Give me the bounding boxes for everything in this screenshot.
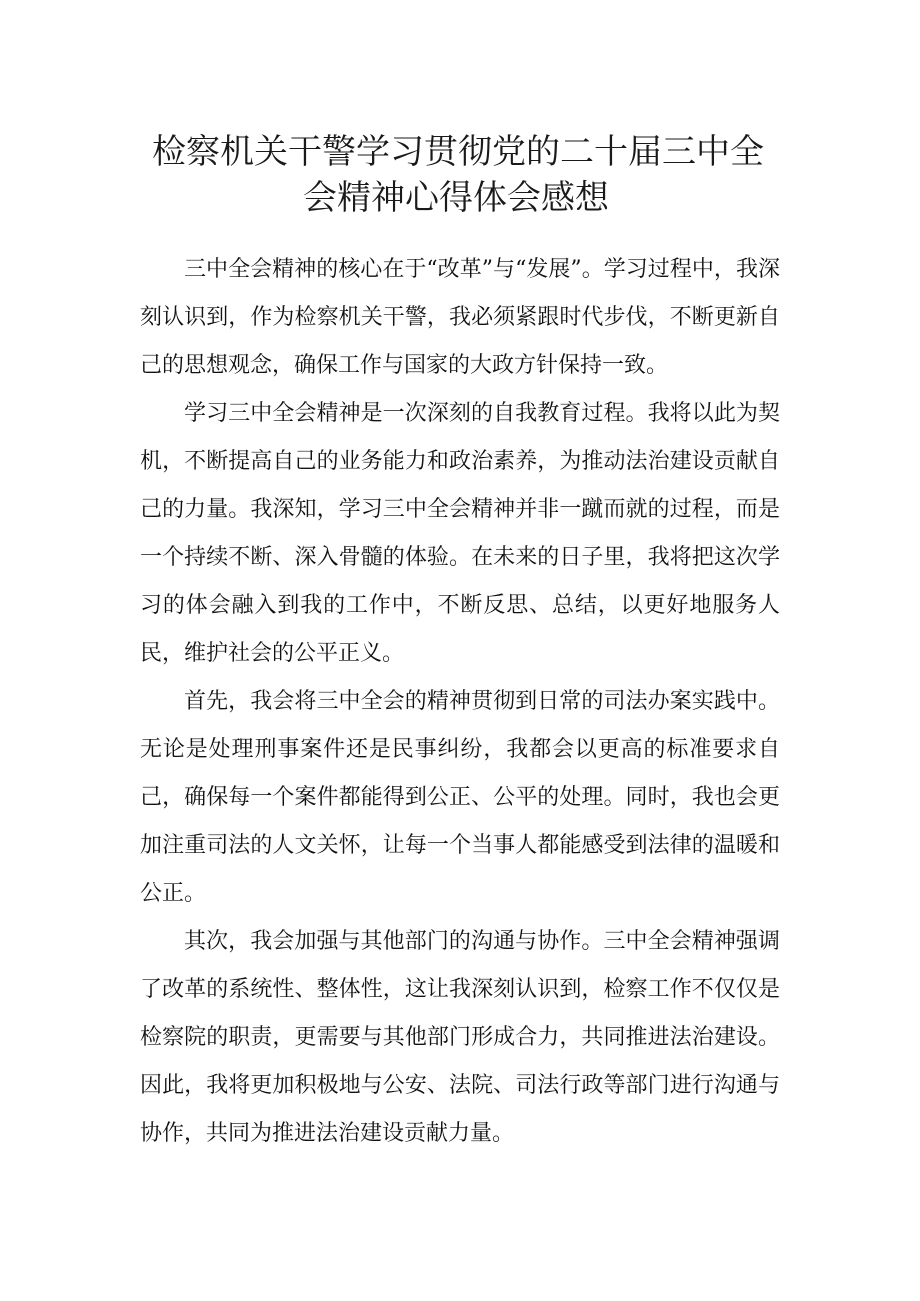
body-paragraph-4: 其次，我会加强与其他部门的沟通与协作。三中全会精神强调了改革的系统性、整体性，这让我深刻认识到，检察工作不仅仅是检察院的职责，更需要与其他部门形成合力，共同推进法治建设。因此，我将更加积极地与公安、法院、司法行政等部门进行沟通与协作，共同为推进法治建设贡献力量。 — [140, 929, 780, 1146]
document-title-line-1: 检察机关干警学习贯彻党的二十届三中全 — [152, 132, 764, 172]
body-paragraph-1: 三中全会精神的核心在于“改革”与“发展”。学习过程中，我深刻认识到，作为检察机关干警，我必须紧跟时代步伐，不断更新自己的思想观念，确保工作与国家的大政方针保持一致。 — [140, 257, 780, 378]
document-title-line-2: 会精神心得体会感想 — [303, 178, 609, 218]
body-paragraph-2: 学习三中全会精神是一次深刻的自我教育过程。我将以此为契机，不断提高自己的业务能力和政治素养，为推动法治建设贡献自己的力量。我深知，学习三中全会精神并非一蹴而就的过程，而是一个持续不断、深入骨髓的体验。在未来的日子里，我将把这次学习的体会融入到我的工作中，不断反思、总结，以更好地服务人民，维护社会的公平正义。 — [140, 401, 780, 666]
body-paragraph-3: 首先，我会将三中全会的精神贯彻到日常的司法办案实践中。无论是处理刑事案件还是民事纠纷，我都会以更高的标准要求自己，确保每一个案件都能得到公正、公平的处理。同时，我也会更加注重司法的人文关怀，让每一个当事人都能感受到法律的温暖和公正。 — [140, 689, 780, 906]
